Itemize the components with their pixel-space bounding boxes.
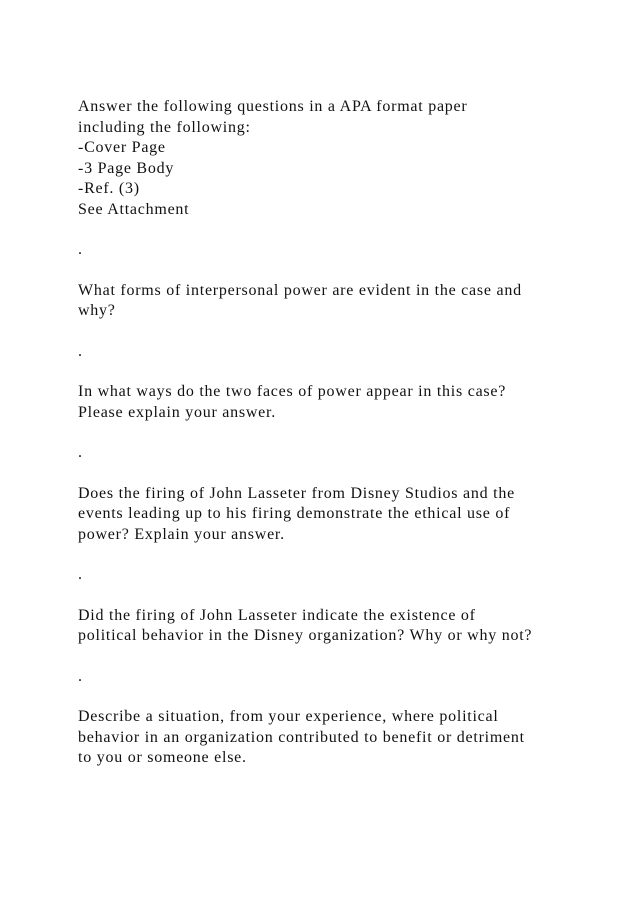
separator-dot: .	[78, 444, 83, 461]
spacer	[78, 687, 578, 707]
question-line: In what ways do the two faces of power appear in this case?	[78, 383, 507, 400]
question-line: events leading up to his firing demonstrate the ethical use of	[78, 505, 511, 522]
question-line: What forms of interpersonal power are evident in the case and	[78, 281, 522, 299]
spacer	[78, 423, 578, 443]
spacer	[78, 220, 578, 240]
document-body	[78, 97, 578, 769]
question-line: Did the firing of John Lasseter indicate the existence of	[78, 606, 476, 624]
question-line: Does the firing of John Lasseter from Disney Studios and the	[78, 484, 515, 502]
intro-line: -3 Page Body	[78, 159, 175, 177]
spacer	[78, 261, 578, 281]
separator-dot: .	[78, 241, 83, 258]
question-line: political behavior in the Disney organization? Why or why not?	[78, 627, 533, 644]
intro-line: including the following:	[78, 118, 251, 136]
spacer	[78, 647, 578, 667]
question-line: power? Explain your answer.	[78, 525, 285, 543]
question-5	[78, 707, 578, 769]
question-2	[78, 382, 578, 423]
intro-line: See Attachment	[78, 200, 190, 218]
spacer	[78, 586, 578, 606]
question-1	[78, 281, 578, 322]
separator-dot: .	[78, 667, 83, 685]
intro-block	[78, 97, 578, 220]
intro-line: Answer the following questions in a APA format paper	[78, 98, 468, 115]
question-3	[78, 484, 578, 546]
spacer	[78, 545, 578, 565]
separator-dot: .	[78, 342, 83, 360]
question-4	[78, 606, 578, 647]
question-line: Describe a situation, from your experience, where political	[78, 708, 499, 725]
question-line: Please explain your answer.	[78, 403, 276, 421]
question-line: behavior in an organization contributed to benefit or detriment	[78, 728, 525, 746]
spacer	[78, 464, 578, 484]
spacer	[78, 322, 578, 342]
spacer	[78, 362, 578, 382]
question-line: why?	[78, 302, 116, 319]
intro-line: -Cover Page	[78, 139, 166, 156]
intro-line: -Ref. (3)	[78, 180, 140, 197]
separator-dot: .	[78, 566, 83, 583]
question-line: to you or someone else.	[78, 749, 247, 766]
